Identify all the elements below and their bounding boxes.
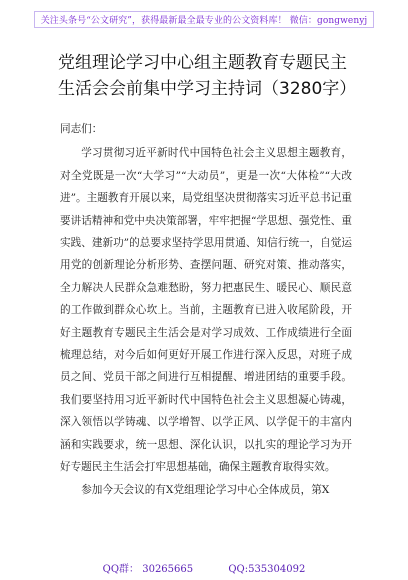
paragraph: 参加今天会议的有X党组理论学习中心全体成员，第X <box>81 483 330 496</box>
footer <box>0 560 408 575</box>
document-body <box>60 118 352 501</box>
footer-qq-group: QQ群： 30265665 <box>102 564 194 575</box>
footer-qq: QQ:535304092 <box>228 564 306 575</box>
header-banner <box>0 8 408 30</box>
paragraph: 学习贯彻习近平新时代中国特色社会主义思想主题教育，对全党既是一次“大学习”“大动员”，更是一次“大体检”“大改进”。主题教育开展以来，局党组坚决贯彻落实习近平总书记重要讲话精神和党中央决策部署，牢牢把握“学思想、强党性、重实践、建新功”的总要求坚持学思用贯通、知信行统一，自觉运用党的创新理论分析形势、查摆问题、研究对策、推动落实，全力解决人民群众急难愁盼，努力把惠民生、暖民心、顺民意的工作做到群众心坎上。当前，主题教育已进入收尾阶段，开好主题教育专题民主生活会是对学习成效、工作成绩进行全面梳理总结，对今后如何更好开展工作进行深入反思，对班子成员之间、党员干部之间进行互相提醒、增进团结的重要手段。我们要坚持用习近平新时代中国特色社会主义思想凝心铸魂，深入领悟以学铸魂、以学增智、以学正风、以学促干的丰富内涵和实践要求，统一思想、深化认识，以扎实的理论学习为开好专题民主生活会打牢思想基础，确保主题教育取得实效。 <box>60 147 352 474</box>
banner-text: 关注头条号“公文研究”，获得最新最全最专业的公文资料库！ 微信：gongwenyj <box>34 11 375 28</box>
document-title: 党组理论学习中心组主题教育专题民主生活会会前集中学习主持词（3280字） <box>58 53 357 99</box>
salutation: 同志们： <box>60 123 103 135</box>
